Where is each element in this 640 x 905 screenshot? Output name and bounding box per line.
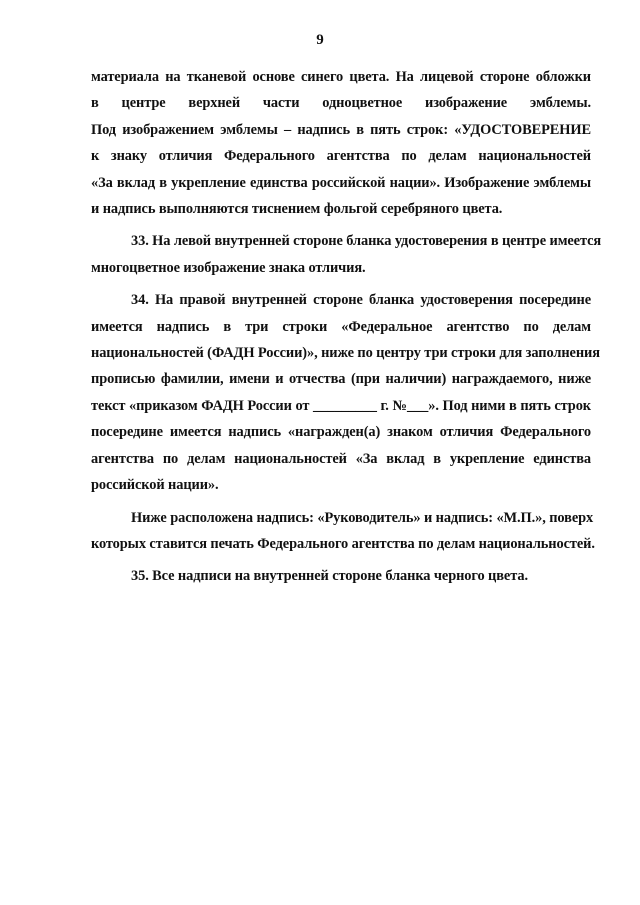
document-body xyxy=(91,64,602,590)
paragraph-line: национальностей (ФАДН России)», ниже по центру три строки для заполнения xyxy=(91,345,600,362)
paragraph-line: Под изображением эмблемы – надпись в пять строк: «УДОСТОВЕРЕНИЕ xyxy=(91,121,591,138)
paragraph-line: «За вклад в укрепление единства российской нации». Изображение эмблемы xyxy=(91,174,591,191)
paragraph-line: в центре верхней части одноцветное изображение эмблемы. xyxy=(91,95,591,112)
paragraph-line: текст «приказом ФАДН России от _________ г. №___». Под ними в пять строк xyxy=(91,397,591,414)
paragraph-line: имеется надпись в три строки «Федеральное агентство по делам xyxy=(91,318,591,335)
paragraph-cover-description xyxy=(91,64,591,222)
page-number: 9 xyxy=(316,32,324,48)
paragraph-line: посередине имеется надпись «награжден(а) знаком отличия Федерального xyxy=(91,424,591,441)
paragraph-line: агентства по делам национальностей «За вклад в укрепление единства xyxy=(91,450,591,467)
paragraph-line: многоцветное изображение знака отличия. xyxy=(91,259,366,276)
paragraph-35 xyxy=(91,563,591,589)
paragraph-line: 34. На правой внутренней стороне бланка удостоверения посередине xyxy=(131,292,591,309)
paragraph-line: материала на тканевой основе синего цвета. На лицевой стороне обложки xyxy=(91,69,591,85)
paragraph-line: которых ставится печать Федерального агентства по делам национальностей. xyxy=(91,535,595,552)
paragraph-line: прописью фамилии, имени и отчества (при наличии) награждаемого, ниже xyxy=(91,371,591,388)
paragraph-line: 33. На левой внутренней стороне бланка удостоверения в центре имеется xyxy=(131,233,602,250)
paragraph-line: российской нации». xyxy=(91,477,219,494)
paragraph-line: 35. Все надписи на внутренней стороне бланка черного цвета. xyxy=(131,568,528,585)
paragraph-34 xyxy=(91,287,600,498)
paragraph-line: к знаку отличия Федерального агентства по делам национальностей xyxy=(91,148,591,165)
paragraph-line: и надпись выполняются тиснением фольгой серебряного цвета. xyxy=(91,201,503,218)
paragraph-33 xyxy=(91,228,602,281)
paragraph-line: Ниже расположена надпись: «Руководитель» и надпись: «М.П.», поверх xyxy=(131,509,594,526)
paragraph-seal-note xyxy=(91,505,595,558)
